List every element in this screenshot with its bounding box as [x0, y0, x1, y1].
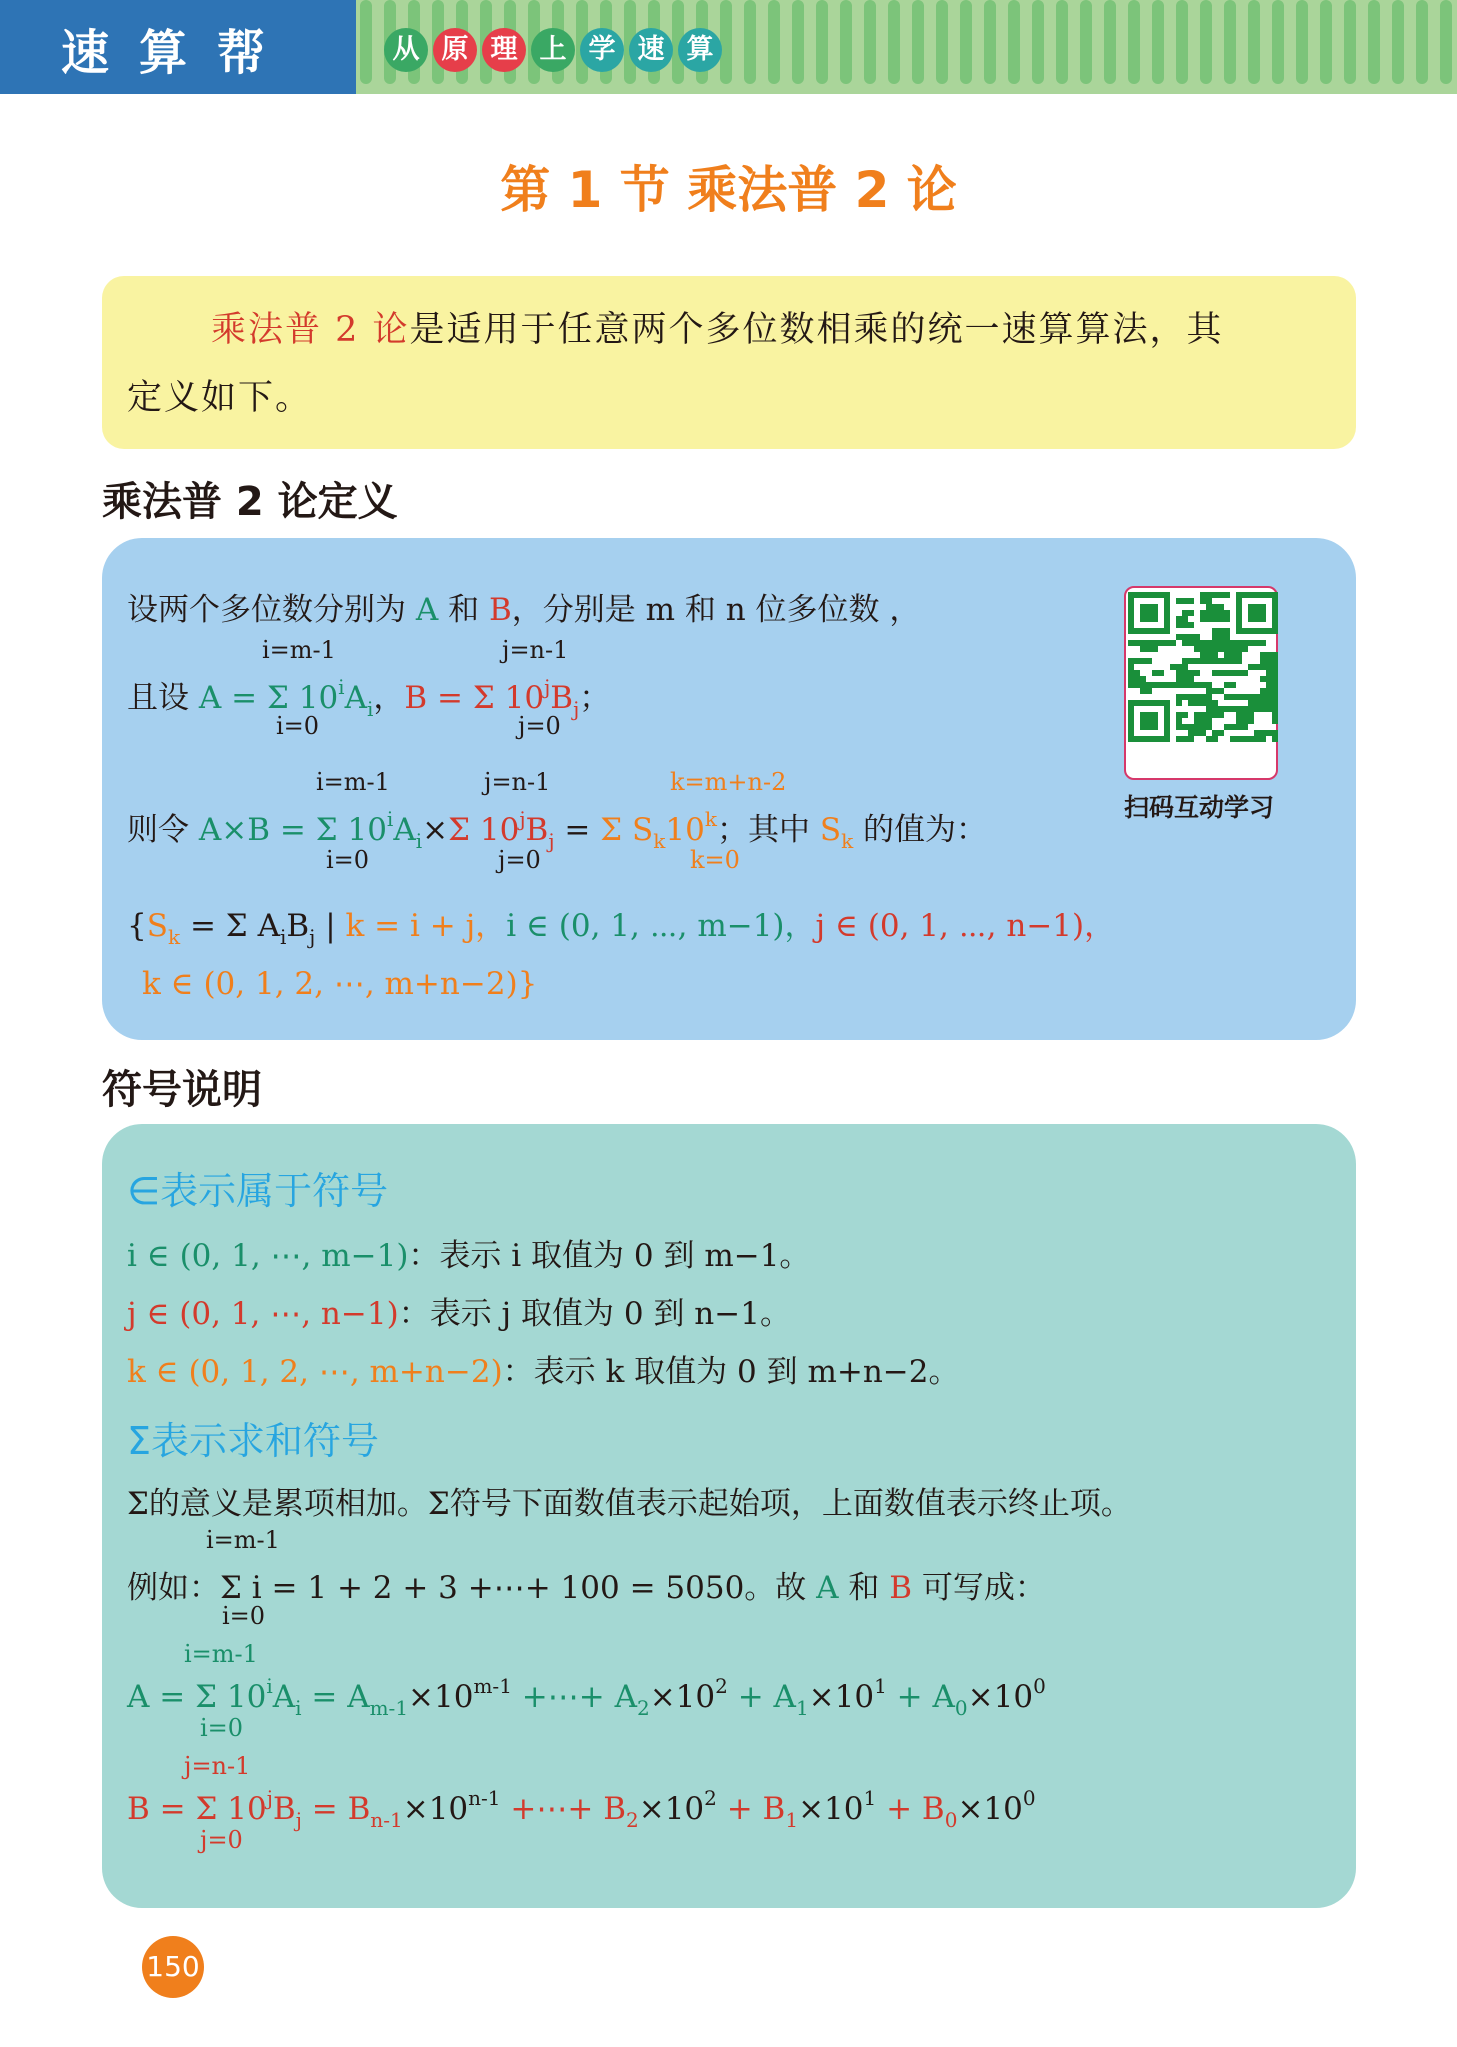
def-line-5: k ∈ (0, 1, 2, ⋯, m+n−2)}	[142, 966, 538, 1002]
sum-upper-limit: i=m-1	[184, 1640, 258, 1668]
sum-symbol-title: Σ表示求和符号	[127, 1419, 380, 1463]
sum-lower-limit: i=0	[276, 712, 320, 740]
sum-lower-limit: k=0	[690, 846, 740, 874]
i-range-line: i ∈ (0, 1, ⋯, m−1)：表示 i 取值为 0 到 m−1。	[127, 1238, 811, 1274]
intro-paragraph	[127, 296, 1327, 432]
symbols-heading: 符号说明	[102, 1067, 262, 1113]
slogan-char: 算	[678, 28, 722, 72]
intro-line1: 是适用于任意两个多位数相乘的统一速算算法，其	[409, 310, 1224, 350]
slogan-char: 上	[531, 28, 575, 72]
sum-upper-limit: i=m-1	[316, 768, 390, 796]
page-title: 第 1 节 乘法普 2 论	[500, 161, 957, 219]
sum-lower-limit: i=0	[326, 846, 370, 874]
sum-upper-limit: j=n-1	[184, 1752, 251, 1780]
sum-lower-limit: j=0	[200, 1826, 243, 1854]
def-line-2: 且设 A = Σ $10^iA_i$，B = Σ $10^jB_j$；	[127, 675, 611, 721]
sum-upper-limit: i=m-1	[262, 636, 336, 664]
sum-upper-limit: i=m-1	[206, 1526, 280, 1554]
belongs-symbol-title: ∈表示属于符号	[127, 1169, 389, 1213]
page-number: 150	[142, 1936, 204, 1998]
sum-lower-limit: i=0	[222, 1602, 266, 1630]
qr-code-icon	[1128, 592, 1278, 742]
b-expansion: B = Σ $10^jB_j = B_{n-1}\times 10^{n-1}$ +⋯+ $B_2\times 10^2 + B_1\times 10^1 + B_0\times 10^0$	[127, 1786, 1036, 1832]
intro-highlight: 乘法普 2 论	[211, 310, 410, 350]
header-slogan	[384, 28, 727, 72]
sum-lower-limit: j=0	[518, 712, 561, 740]
qr-caption: 扫码互动学习	[1123, 793, 1274, 822]
slogan-char: 从	[384, 28, 428, 72]
def-line-3: 则令 A×B = Σ $10^iA_i\times\Sigma$ $10^jB_j = \Sigma$ $S_k10^k$；其中 $S_k$ 的值为：	[127, 807, 988, 853]
sum-lower-limit: i=0	[200, 1714, 244, 1742]
qr-code[interactable]	[1124, 586, 1278, 780]
sum-description: Σ的意义是累项相加。Σ符号下面数值表示起始项，上面数值表示终止项。	[127, 1486, 1132, 1522]
sum-upper-limit: k=m+n-2	[670, 768, 787, 796]
sum-upper-limit: j=n-1	[502, 636, 569, 664]
j-range-line: j ∈ (0, 1, ⋯, n−1)：表示 j 取值为 0 到 n−1。	[127, 1296, 791, 1332]
slogan-char: 原	[433, 28, 477, 72]
k-range-line: k ∈ (0, 1, 2, ⋯, m+n−2)：表示 k 取值为 0 到 m+n−2。	[127, 1354, 960, 1390]
sum-upper-limit: j=n-1	[484, 768, 551, 796]
intro-line2: 定义如下。	[127, 378, 313, 418]
a-expansion: A = Σ $10^iA_i = A_{m-1}\times 10^{m-1}$ +⋯+ $A_2\times 10^2 + A_1\times 10^1 + A_0\times 10^0$	[127, 1674, 1046, 1720]
def-line-1: 设两个多位数分别为 A 和 B，分别是 m 和 n 位多位数 ，	[127, 592, 921, 628]
slogan-char: 学	[580, 28, 624, 72]
slogan-char: 理	[482, 28, 526, 72]
sum-example: 例如：Σ i = 1 + 2 + 3 +⋯+ 100 = 5050。故 A 和 B 可写成：	[127, 1570, 1046, 1606]
def-line-4: {$S_k = \Sigma$ $A_iB_j$ | k = i + j，i ∈ (0, 1, ⋯, m−1)，j ∈ (0, 1, ⋯, n−1)，	[127, 908, 1116, 949]
brand-title: 速算帮	[60, 25, 295, 81]
definition-heading: 乘法普 2 论定义	[102, 479, 398, 525]
slogan-char: 速	[629, 28, 673, 72]
sum-lower-limit: j=0	[498, 846, 541, 874]
